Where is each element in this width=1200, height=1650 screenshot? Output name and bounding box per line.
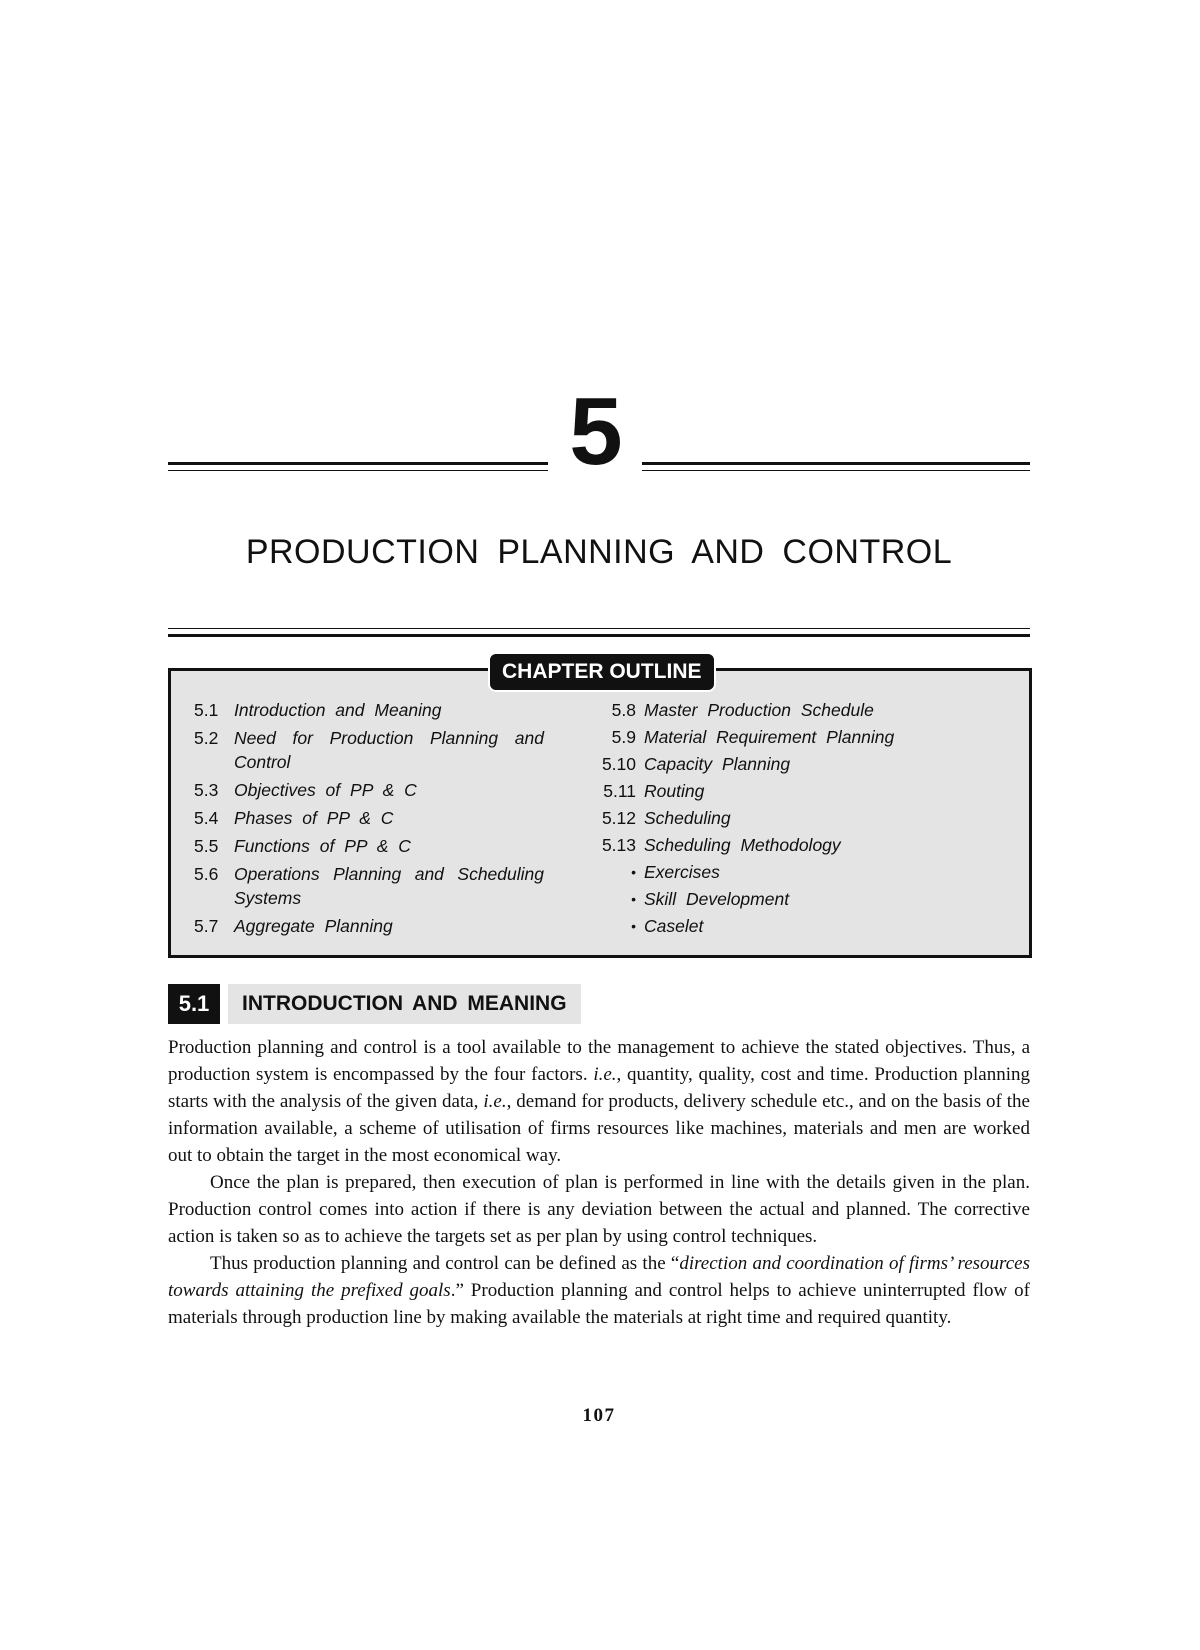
outline-item-number: 5.8 — [611, 700, 636, 720]
outline-item-text: Aggregate Planning — [234, 916, 393, 936]
chapter-header — [168, 378, 1030, 485]
bullet-icon: • — [631, 918, 636, 934]
outline-bullet-item — [588, 887, 1008, 911]
outline-item-number: 5.5 — [194, 836, 219, 856]
outline-item — [588, 779, 1008, 803]
outline-item-text: Skill Development — [644, 889, 790, 909]
outline-item-text: Material Requirement Planning — [644, 727, 895, 747]
outline-item — [194, 862, 564, 910]
outline-item-number: 5.3 — [194, 780, 219, 800]
paragraph-italic: i.e. — [593, 1064, 617, 1085]
outline-item-number: 5.1 — [194, 700, 219, 720]
paragraph — [168, 1034, 1030, 1169]
outline-item-text: Capacity Planning — [644, 754, 791, 774]
outline-item-text: Master Production Schedule — [644, 700, 874, 720]
paragraph-text: .” Production planning and control helps to achieve uninterrupted flow of materials through production line by making available the materials at right time and required quantity. — [168, 1280, 1030, 1328]
outline-item-text: Scheduling — [644, 808, 731, 828]
outline-right-column — [588, 698, 1008, 941]
paragraph-text: , demand for products, delivery schedule etc., and on the basis of the information available, a scheme of utilisation of firms resources like machines, materials and men are worked out to obtain the target in the most economical way. — [168, 1091, 1030, 1166]
paragraph — [168, 1250, 1030, 1331]
outline-item-text: Scheduling Methodology — [644, 835, 841, 855]
paragraph-text: Production planning and control is a tool available to the management to achieve the stated objectives. Thus, a production system is encompassed by the four factors. — [168, 1037, 1030, 1085]
chapter-number: 5 — [569, 378, 623, 485]
section-title: INTRODUCTION AND MEANING — [228, 984, 581, 1024]
outline-item-number: 5.4 — [194, 808, 219, 828]
outline-item — [194, 726, 564, 774]
outline-item-text: Objectives of PP & C — [234, 780, 417, 800]
outline-item — [588, 806, 1008, 830]
outline-item-text: Exercises — [644, 862, 720, 882]
section-heading — [168, 984, 581, 1024]
outline-item-number: 5.2 — [194, 728, 219, 748]
title-rule — [168, 628, 1030, 637]
outline-left-column — [194, 698, 564, 942]
outline-item-number: 5.12 — [601, 808, 636, 828]
outline-item — [194, 778, 564, 802]
outline-item-number: 5.6 — [194, 864, 219, 884]
outline-item-text: Caselet — [644, 916, 704, 936]
paragraph: Once the plan is prepared, then execution of plan is performed in line with the details given in the plan. Production control comes into action if there is any deviation between the actual and planned. The corrective action is taken so as to achieve the targets set as per plan by using control techniques. — [168, 1172, 1030, 1247]
outline-item-text: Operations Planning and Scheduling Systems — [234, 864, 544, 908]
outline-item-number: 5.9 — [611, 727, 636, 747]
paragraph-text: , quantity, quality, cost and time. Production planning starts with the analysis of the given data, — [168, 1064, 1030, 1112]
chapter-rule-left — [168, 462, 548, 471]
outline-item-number: 5.7 — [194, 916, 219, 936]
outline-item — [194, 698, 564, 722]
outline-item — [194, 806, 564, 830]
bullet-icon: • — [631, 891, 636, 907]
outline-item-text: Routing — [644, 781, 705, 801]
outline-item — [194, 834, 564, 858]
outline-item-text: Functions of PP & C — [234, 836, 411, 856]
outline-item-text: Phases of PP & C — [234, 808, 394, 828]
bullet-icon: • — [631, 864, 636, 880]
paragraph-italic: i.e. — [483, 1091, 507, 1112]
outline-item — [588, 833, 1008, 857]
outline-item-number: 5.10 — [601, 754, 636, 774]
section-number: 5.1 — [168, 984, 220, 1024]
outline-bullet-item — [588, 860, 1008, 884]
page-number: 107 — [582, 1405, 616, 1426]
outline-item-text: Introduction and Meaning — [234, 700, 442, 720]
outline-item — [588, 725, 1008, 749]
outline-item-number: 5.11 — [603, 781, 636, 801]
outline-item-text: Need for Production Planning and Control — [234, 728, 544, 772]
chapter-title: PRODUCTION PLANNING AND CONTROL — [245, 533, 953, 571]
definition-quote: direction and coordination of firms’ resources towards attaining the prefixed goals — [168, 1253, 1030, 1301]
chapter-rule-right — [642, 462, 1030, 471]
section-body — [168, 1034, 1030, 1331]
outline-item-number: 5.13 — [601, 835, 636, 855]
outline-item — [588, 752, 1008, 776]
outline-item — [194, 914, 564, 938]
outline-bullet-item — [588, 914, 1008, 938]
outline-item — [588, 698, 1008, 722]
chapter-outline-label: CHAPTER OUTLINE — [490, 654, 714, 690]
paragraph-text: Thus production planning and control can be defined as the “ — [210, 1253, 680, 1274]
